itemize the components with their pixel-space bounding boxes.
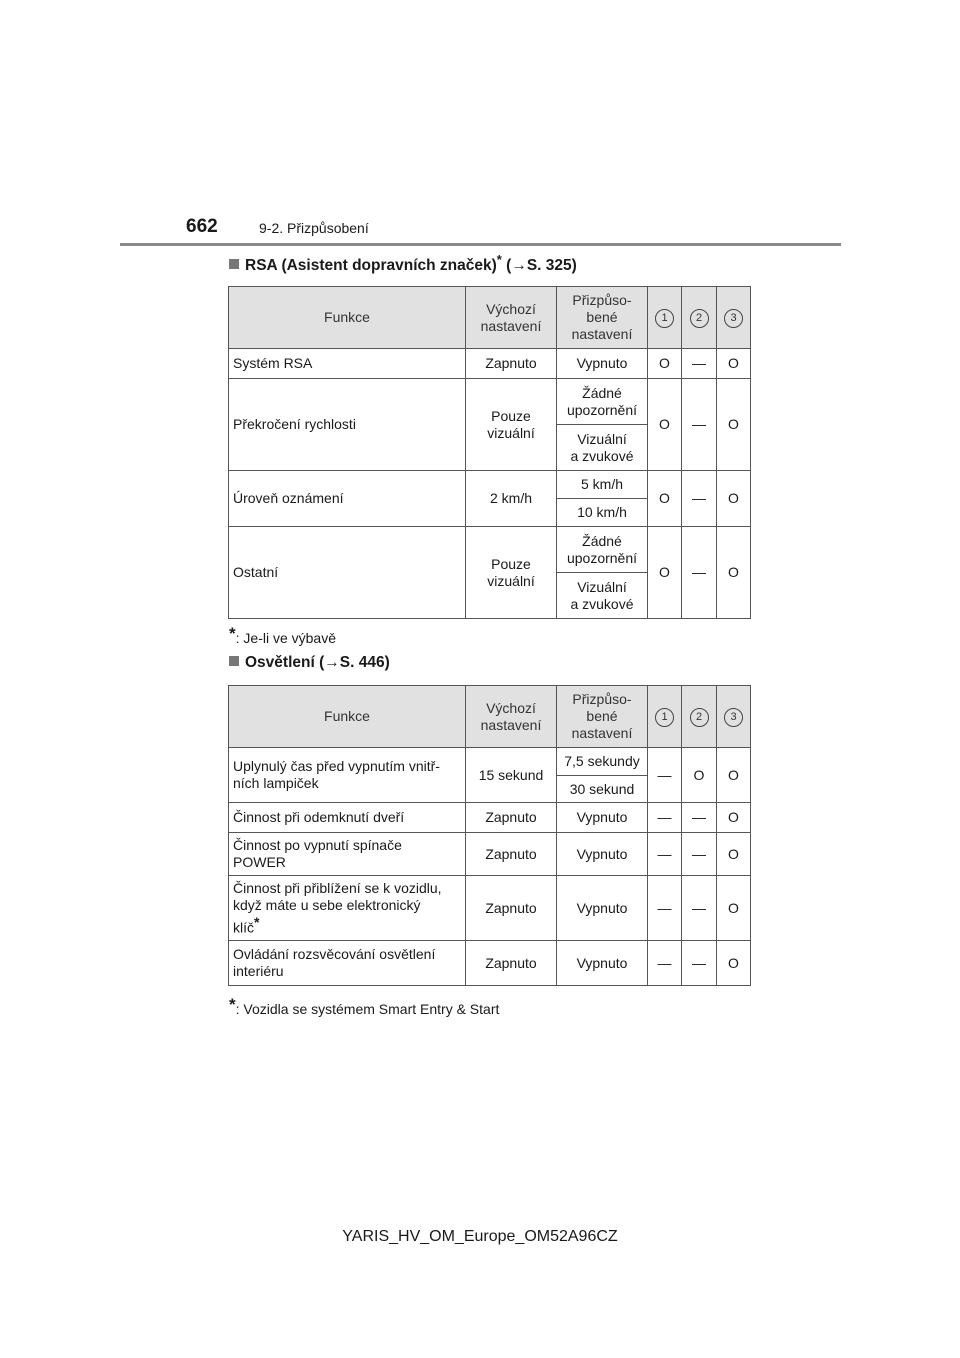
table-row: Systém RSA Zapnuto Vypnuto O — O [229,349,751,379]
circled-number-1-icon: 1 [655,309,674,328]
col-funkce: Funkce [229,287,466,349]
col-mode-2 [682,686,717,748]
circled-number-2-icon: 2 [690,708,709,727]
table-row: Činnost při přiblížení se k vozidlu, když máte u sebe elektronický klíč* Zapnuto Vypnuto — — O [229,876,751,941]
header-rule [120,243,841,246]
table-row: 10 km/h [229,499,751,527]
bullet-square-icon [229,656,239,666]
col-mode-1 [648,287,682,349]
circled-number-2-icon: 2 [690,309,709,328]
table-row: Ostatní Pouze vizuální Žádné upozornění O — O [229,527,751,573]
circled-number-1-icon: 1 [655,708,674,727]
lighting-footnote: *: Vozidla se systémem Smart Entry & Start [229,995,500,1017]
table-row: Úroveň oznámení 2 km/h 5 km/h O — O [229,471,751,499]
bullet-square-icon [229,259,239,269]
document-code: YARIS_HV_OM_Europe_OM52A96CZ [342,1228,618,1245]
col-default: Výchozí nastavení [466,686,557,748]
col-custom: Přizpůso- bené nastavení [557,287,648,349]
table-row: Ovládání rozsvěcování osvětlení interiéru Zapnuto Vypnuto — — O [229,941,751,986]
table-row: Činnost po vypnutí spínače POWER Zapnuto Vypnuto — — O [229,833,751,876]
col-funkce: Funkce [229,686,466,748]
lighting-heading: Osvětlení (→S. 446) [229,654,390,672]
col-mode-3 [717,686,751,748]
circled-number-3-icon: 3 [724,708,743,727]
col-mode-1 [648,686,682,748]
table-header-row [229,287,751,349]
table-row: Vizuální a zvukové [229,425,751,471]
page-number: 662 [186,216,218,237]
table-header-row [229,686,751,748]
table-row: Vizuální a zvukové [229,573,751,619]
col-default: Výchozí nastavení [466,287,557,349]
col-custom: Přizpůso- bené nastavení [557,686,648,748]
rsa-heading: RSA (Asistent dopravních značek)* (→S. 325) [229,252,577,275]
table-row: 30 sekund [229,776,751,803]
rsa-footnote: *: Je-li ve výbavě [229,624,336,646]
circled-number-3-icon: 3 [724,309,743,328]
col-mode-3 [717,287,751,349]
table-row: Činnost při odemknutí dveří Zapnuto Vypnuto — — O [229,803,751,833]
table-row: Uplynulý čas před vypnutím vnitř- ních lampiček 15 sekund 7,5 sekundy — O O [229,748,751,776]
table-row: Překročení rychlosti Pouze vizuální Žádné upozornění O — O [229,379,751,425]
section-label: 9-2. Přizpůsobení [259,220,369,236]
rsa-table [228,286,751,619]
col-mode-2 [682,287,717,349]
lighting-table [228,685,751,986]
